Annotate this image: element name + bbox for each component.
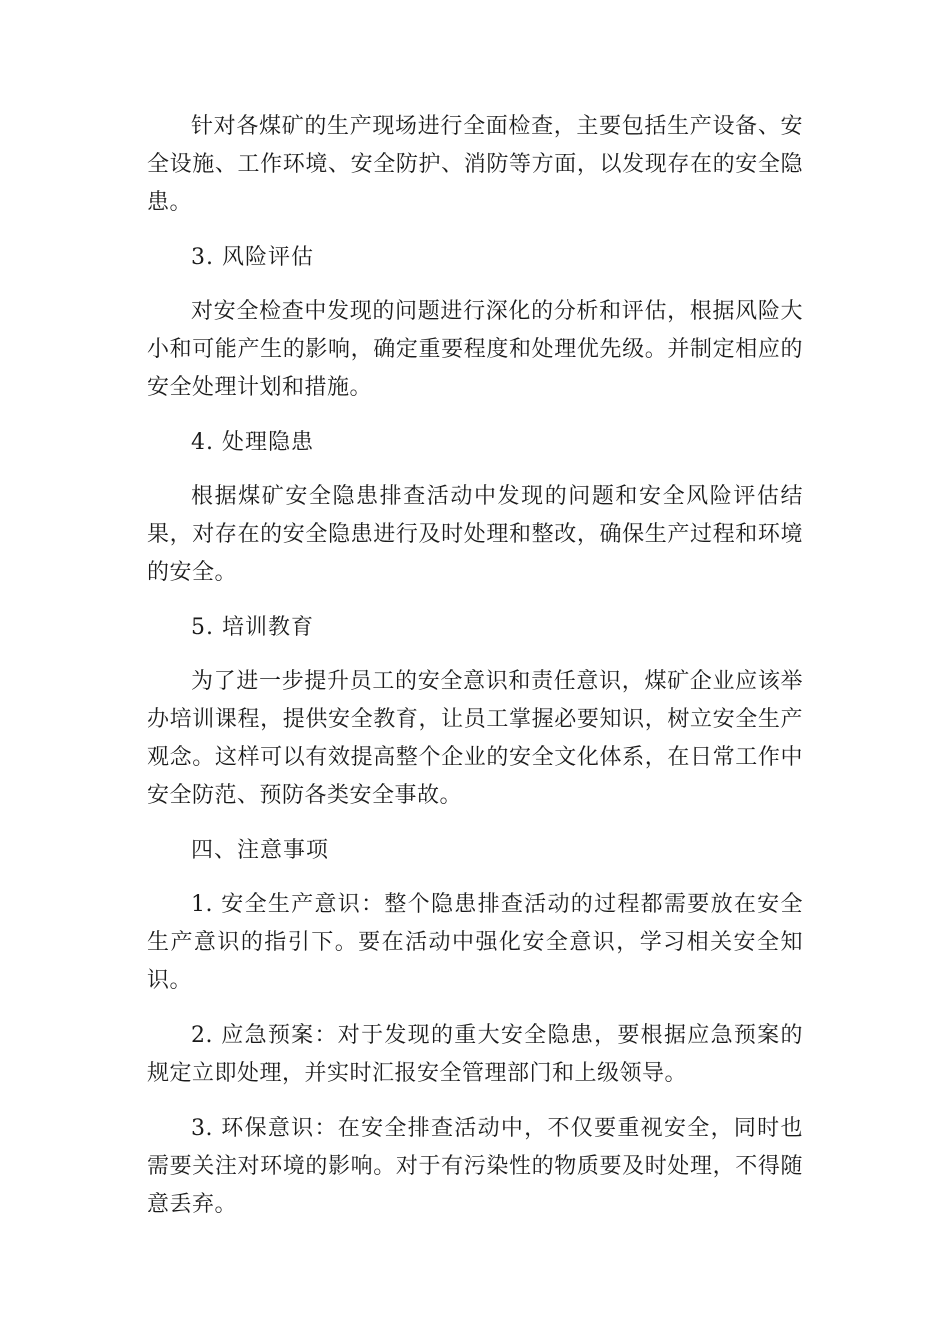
paragraph-risk-assessment: 对安全检查中发现的问题进行深化的分析和评估，根据风险大小和可能产生的影响，确定重要程度和处理优先级。并制定相应的安全处理计划和措施。 — [147, 299, 803, 400]
paragraph-environmental-awareness: 3. 环保意识：在安全排查活动中，不仅要重视安全，同时也需要关注对环境的影响。对于有污染性的物质要及时处理，不得随意丢弃。 — [147, 1116, 803, 1217]
paragraph-handle-hazards: 根据煤矿安全隐患排查活动中发现的问题和安全风险评估结果，对存在的安全隐患进行及时处理和整改，确保生产过程和环境的安全。 — [147, 484, 803, 585]
spacer — [147, 1000, 803, 1017]
spacer — [147, 647, 803, 663]
spacer — [147, 592, 803, 609]
paragraph-emergency-plan: 2. 应急预案：对于发现的重大安全隐患，要根据应急预案的规定立即处理，并实时汇报安全管理部门和上级领导。 — [147, 1023, 803, 1086]
spacer — [147, 277, 803, 293]
paragraph-training: 为了进一步提升员工的安全意识和责任意识，煤矿企业应该举办培训课程，提供安全教育，让员工掌握必要知识，树立安全生产观念。这样可以有效提高整个企业的安全文化体系，在日常工作中安全防范、预防各类安全事故。 — [147, 669, 803, 808]
heading-training: 5. 培训教育 — [191, 615, 314, 640]
document-body — [147, 108, 803, 1224]
spacer — [147, 1093, 803, 1110]
heading-handle-hazards: 4. 处理隐患 — [191, 430, 314, 455]
spacer — [147, 407, 803, 424]
paragraph-site-inspection: 针对各煤矿的生产现场进行全面检查，主要包括生产设备、安全设施、工作环境、安全防护、消防等方面，以发现存在的安全隐患。 — [147, 114, 803, 215]
paragraph-safety-awareness: 1. 安全生产意识：整个隐患排查活动的过程都需要放在安全生产意识的指引下。要在活动中强化安全意识，学习相关安全知识。 — [147, 892, 803, 993]
spacer — [147, 222, 803, 239]
spacer — [147, 870, 803, 886]
heading-precautions: 四、注意事项 — [191, 838, 330, 863]
heading-risk-assessment: 3. 风险评估 — [191, 245, 314, 270]
spacer — [147, 815, 803, 832]
spacer — [147, 462, 803, 478]
